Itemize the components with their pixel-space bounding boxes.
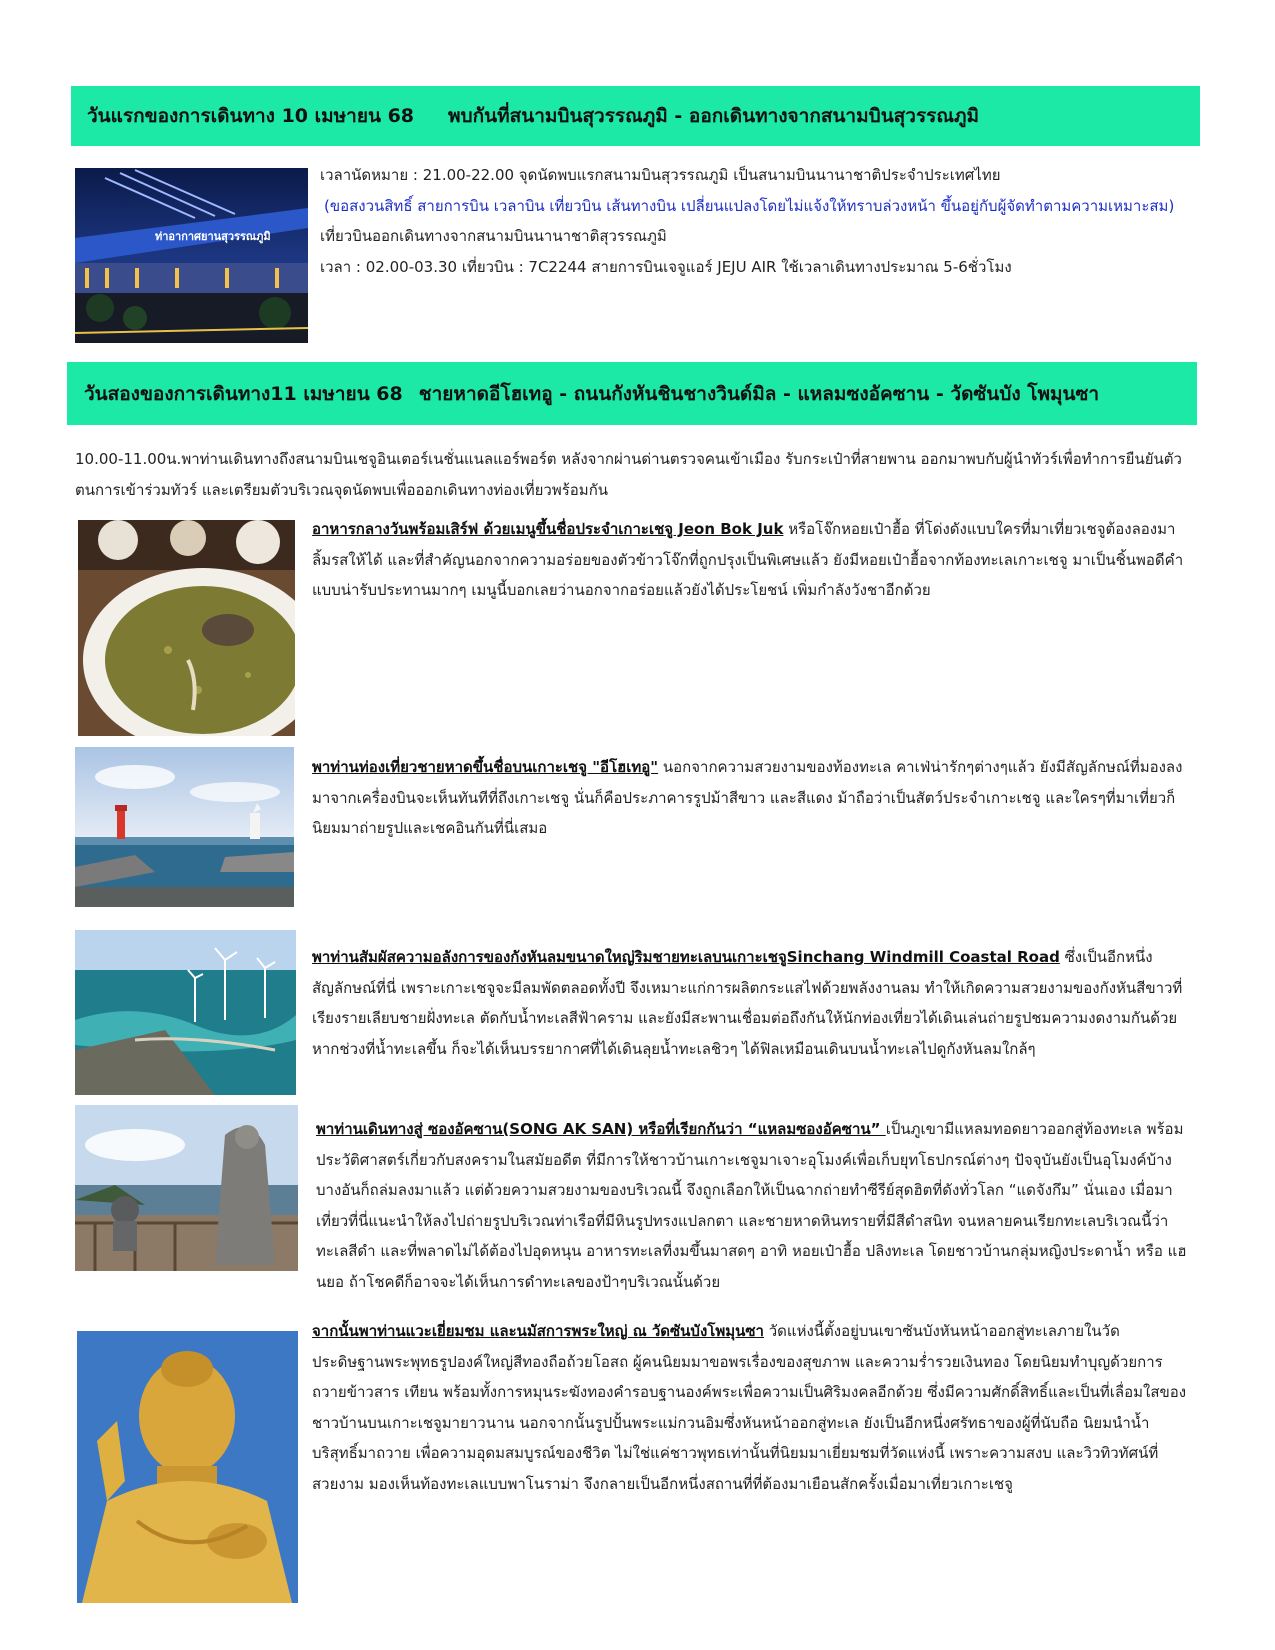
songaksan-statues-photo bbox=[75, 1105, 298, 1271]
day2-title: วันสองของการเดินทาง11 เมษายน 68 bbox=[84, 382, 403, 405]
windmill-body: ซึ่งเป็นอีกหนึ่งสัญลักษณ์ที่นี่ เพราะเกาะเชจูจะมีลมพัดตลอดทั้งปี จึงเหมาะแก่การผลิตกระแสไฟด้วยพลังงานลม ทำให้เกิดความสวยงามของกังหันสีขาวที่เรียงรายเลียบชายฝั่งทะเล ตัดกับน้ำทะเลสีฟ้าคราม และยังมีสะพานเชื่อมต่อถึงกันให้นักท่องเที่ยวได้เดินเล่นถ่ายรูปชมความงดงามกันด้วย หากช่วงที่น้ำทะเลขึ้น ก็จะได้เห็นบรรยากาศที่ได้เดินลุยน้ำทะเลชิวๆ ได้ฟิลเหมือนเดินบนน้ำทะเลไปดูกังหันลมใกล้ๆ bbox=[312, 948, 1183, 1058]
windmill-description bbox=[312, 942, 1187, 1064]
porridge-description bbox=[312, 514, 1187, 606]
day1-details bbox=[320, 160, 1182, 282]
sanbang-temple-description bbox=[312, 1316, 1187, 1499]
iho-tewoo-beach-photo bbox=[75, 747, 294, 907]
day1-title: วันแรกของการเดินทาง 10 เมษายน 68 bbox=[87, 105, 415, 127]
sinchang-windmill-photo bbox=[75, 930, 296, 1095]
airport-sign-text: ท่าอากาศยานสุวรรณภูมิ bbox=[155, 230, 271, 243]
day1-meeting-time: เวลานัดหมาย : 21.00-22.00 จุดนัดพบแรกสนามบินสุวรรณภูมิ เป็นสนามบินนานาชาติประจำประเทศไทย bbox=[320, 166, 1001, 184]
day1-route: พบกันที่สนามบินสุวรรณภูมิ - ออกเดินทางจากสนามบินสุวรรณภูมิ bbox=[448, 105, 980, 127]
iho-tewoo-description bbox=[312, 752, 1187, 844]
porridge-body: หรือโจ๊กหอยเป๋าฮื้อ ที่โด่งดังแบบใครที่มาเที่ยวเชจูต้องลองมาลิ้มรสให้ได้ และที่สำคัญนอกจากความอร่อยของตัวข้าวโจ๊กที่ถูกปรุงเป็นพิเศษแล้ว ยังมีหอยเป๋าฮื้อจากท้องทะเลเกาะเชจู มาเป็นชิ้นพอดีคำแบบน่ารับประทานมากๆ เมนูนี้บอกเลยว่านอกจากอร่อยแล้วยังได้ประโยชน์ เพิ่มกำลังวังชาอีกด้วย bbox=[312, 520, 1184, 599]
songaksan-description bbox=[316, 1114, 1188, 1297]
day2-banner bbox=[67, 362, 1197, 425]
sanbang-headline: จากนั้นพาท่านแวะเยี่ยมชม และนมัสการพระใหญ่ ณ วัดซันบังโพมุนซา bbox=[312, 1322, 764, 1340]
songaksan-body: เป็นภูเขามีแหลมทอดยาวออกสู่ท้องทะเล พร้อมประวัติศาสตร์เกี่ยวกับสงครามในสมัยอดีต ที่มีการให้ชาวบ้านเกาะเชจูมาเจาะอุโมงค์เพื่อเก็บยุทโธปกรณ์ต่างๆ ปัจจุบันยังเป็นอุโมงค์บ้าง บางอันก็ถล่มลงมาแล้ว แต่ด้วยความสวยงามของบริเวณนี้ จึงถูกเลือกให้เป็นฉากถ่ายทำซีรีย์สุดฮิตที่ดังทั่วโลก “แดจังกึม” นั่นเอง เมื่อมาเที่ยวที่นี่แนะนำให้ลงไปถ่ายรูปบริเวณท่าเรือที่มีหินรูปทรงแปลกตา และชายหาดหินทรายที่มีสีดำสนิท จนหลายคนเรียกทะเลบริเวณนี้ว่า ทะเลสีดำ และที่พลาดไม่ได้ต้องไปอุดหนุน อาหารทะเลที่งมขึ้นมาสดๆ อาทิ หอยเป๋าฮื้อ ปลิงทะเล โดยชาวบ้านกลุ่มหญิงประดาน้ำ หรือ แฮนยอ ถ้าโชคดีก็อาจจะได้เห็นการดำทะเลของป้าๆบริเวณนั้นด้วย bbox=[316, 1120, 1187, 1291]
golden-buddha-photo bbox=[77, 1331, 298, 1603]
sanbang-body: วัดแห่งนี้ตั้งอยู่บนเขาซันบังหันหน้าออกสู่ทะเลภายในวัดประดิษฐานพระพุทธรูปองค์ใหญ่สีทองถือถ้วยโอสถ ผู้คนนิยมมาขอพรเรื่องของสุขภาพ และความร่ำรวยเงินทอง โดยนิยมทำบุญด้วยการถวายข้าวสาร เทียน พร้อมทั้งการหมุนระฆังทองคำรอบฐานองค์พระเพื่อความเป็นศิริมงคลอีกด้วย ซึ่งมีความศักดิ์สิทธิ์และเป็นที่เลื่อมใสของชาวบ้านบนเกาะเชจูมายาวนาน นอกจากนั้นรูปปั้นพระแม่กวนอิมซึ่งหันหน้าออกสู่ทะเล ยังเป็นอีกหนึ่งศรัทธาของผู้ที่นับถือ นิยมนำน้ำบริสุทธิ์มาถวาย เพื่อความอุดมสมบูรณ์ของชีวิต ไม่ใช่แค่ชาวพุทธเท่านั้นที่นิยมมาเยี่ยมชมที่วัดแห่งนี้ เพราะความสงบ และวิวทิวทัศน์ที่สวยงาม มองเห็นท้องทะเลแบบพาโนราม่า จึงกลายเป็นอีกหนึ่งสถานที่ที่ต้องมาเยือนสักครั้งเมื่อมาเที่ยวเกาะเชจู bbox=[312, 1322, 1187, 1493]
day2-route: ชายหาดอีโฮเทอู - ถนนกังหันชินชางวินด์มิล - แหลมซงอัคซาน - วัดซันบัง โพมุนซา bbox=[418, 382, 1100, 405]
day2-intro bbox=[75, 444, 1190, 505]
windmill-headline: พาท่านสัมผัสความอลังการของกังหันลมขนาดใหญ่ริมชายทะเลบนเกาะเชจูSinchang Windmill Coastal Road bbox=[312, 948, 1060, 966]
day2-intro-text: 10.00-11.00น.พาท่านเดินทางถึงสนามบินเชจูอินเตอร์เนชั่นแนลแอร์พอร์ต หลังจากผ่านด่านตรวจคนเข้าเมือง รับกระเป๋าที่สายพาน ออกมาพบกับผู้นำทัวร์เพื่อทำการยืนยันตัวตนการเข้าร่วมทัวร์ และเตรียมตัวบริเวณจุดนัดพบเพื่อออกเดินทางท่องเที่ยวพร้อมกัน bbox=[75, 450, 1182, 499]
songaksan-headline: พาท่านเดินทางสู่ ซองอัคซาน(SONG AK SAN) หรือที่เรียกกันว่า “แหลมซองอัคซาน” bbox=[316, 1120, 886, 1138]
abalone-porridge-photo bbox=[78, 520, 295, 736]
porridge-headline: อาหารกลางวันพร้อมเสิร์ฟ ด้วยเมนูขึ้นชื่อประจำเกาะเชจู Jeon Bok Juk bbox=[312, 520, 784, 538]
day1-banner bbox=[71, 86, 1200, 146]
iho-tewoo-headline: พาท่านท่องเที่ยวชายหาดขึ้นชื่อบนเกาะเชจู "อีโฮเทอู" bbox=[312, 758, 659, 776]
day1-flight-info: เวลา : 02.00-03.30 เที่ยวบิน : 7C2244 สายการบินเจจูแอร์ JEJU AIR ใช้เวลาเดินทางประมาณ 5-6ชั่วโมง bbox=[320, 257, 1012, 276]
iho-tewoo-body: นอกจากความสวยงามของท้องทะเล คาเฟ่น่ารักๆต่างๆแล้ว ยังมีสัญลักษณ์ที่มองลงมาจากเครื่องบินจะเห็นทันทีที่ถึงเกาะเชจู นั่นก็คือประภาคารรูปม้าสีขาว และสีแดง ม้าถือว่าเป็นสัตว์ประจำเกาะเชจู และใครๆที่มาเที่ยวก็นิยมมาถ่ายรูปและเชคอินกันที่นี่เสมอ bbox=[312, 758, 1183, 837]
day1-disclaimer-note: (ขอสงวนสิทธิ์ สายการบิน เวลาบิน เที่ยวบิน เส้นทางบิน เปลี่ยนแปลงโดยไม่แจ้งให้ทราบล่วงหน้า ขึ้นอยู่กับผู้จัดทำตามความเหมาะสม) bbox=[324, 196, 1175, 215]
suvarnabhumi-airport-photo bbox=[75, 168, 308, 343]
day1-departure-info: เที่ยวบินออกเดินทางจากสนามบินนานาชาติสุวรรณภูมิ bbox=[320, 227, 667, 245]
